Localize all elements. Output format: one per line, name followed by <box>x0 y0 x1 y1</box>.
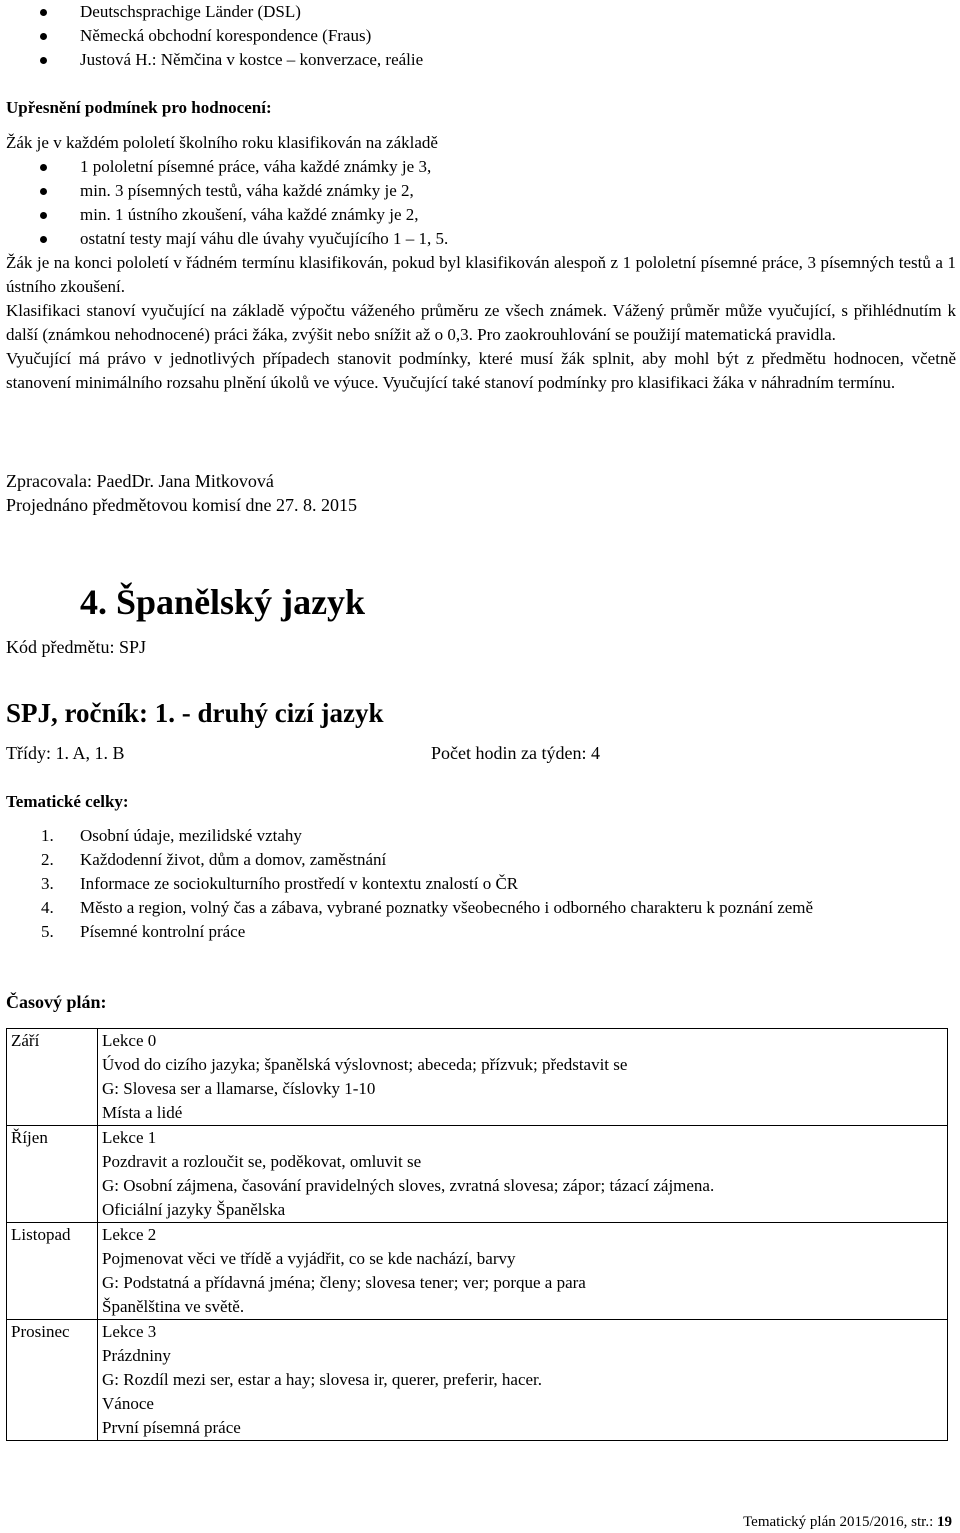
plan-line: Lekce 1 <box>102 1128 157 1147</box>
table-row <box>7 1320 948 1441</box>
table-row <box>7 1223 948 1320</box>
topic-item <box>6 872 956 896</box>
approved-date: Projednáno předmětovou komisí dne 27. 8. 2015 <box>6 495 357 515</box>
reference-list <box>6 0 956 72</box>
topic-text: Každodenní život, dům a domov, zaměstnání <box>80 850 387 869</box>
topic-text: Písemné kontrolní práce <box>80 922 246 941</box>
list-item-text: min. 3 písemných testů, váha každé známky je 2, <box>80 181 414 200</box>
table-row <box>7 1126 948 1223</box>
list-item-text: Deutschsprachige Länder (DSL) <box>80 2 301 21</box>
page-number: 19 <box>937 1514 952 1530</box>
plan-line: Pozdravit a rozloučit se, poděkovat, omluvit se <box>102 1152 422 1171</box>
criteria-intro: Žák je v každém pololetí školního roku klasifikován na základě <box>6 133 438 152</box>
topic-number: 2. <box>41 850 54 869</box>
plan-line: Lekce 3 <box>102 1322 157 1341</box>
plan-line: Španělština ve světě. <box>102 1297 245 1316</box>
topic-text: Osobní údaje, mezilidské vztahy <box>80 826 302 845</box>
month-cell: Říjen <box>7 1126 98 1223</box>
content-cell <box>98 1320 948 1441</box>
plan-line: Prázdniny <box>102 1346 171 1365</box>
criteria-item <box>6 227 956 251</box>
month-cell: Prosinec <box>7 1320 98 1441</box>
meta-block <box>6 469 956 517</box>
reference-item <box>6 48 956 72</box>
topic-number: 3. <box>41 874 54 893</box>
month-cell: Září <box>7 1029 98 1126</box>
criteria-body <box>6 131 956 395</box>
plan-line: Úvod do cizího jazyka; španělská výslovnost; abeceda; přízvuk; představit se <box>102 1055 628 1074</box>
topic-text: Informace ze sociokulturního prostředí v kontextu znalostí o ČR <box>80 874 519 893</box>
reference-item <box>6 0 956 24</box>
bullet-icon <box>40 33 47 40</box>
plan-line: Lekce 2 <box>102 1225 157 1244</box>
topics-heading: Tematické celky: <box>6 792 129 811</box>
bullet-icon <box>40 57 47 64</box>
classes-row <box>6 741 956 765</box>
criteria-item <box>6 155 956 179</box>
criteria-paragraph-1: Žák je na konci pololetí v řádném termínu klasifikován, pokud byl klasifikován alespoň z 1 pololetní písemné práce, 3 písemných testů a 1 ústního zkoušení. <box>6 253 956 296</box>
topic-number: 5. <box>41 922 54 941</box>
list-item-text: Německá obchodní korespondence (Fraus) <box>80 26 372 45</box>
criteria-item <box>6 203 956 227</box>
reference-item <box>6 24 956 48</box>
time-plan-table <box>6 1028 948 1441</box>
subject-code: Kód předmětu: SPJ <box>6 637 147 657</box>
criteria-section <box>6 96 956 120</box>
prepared-by: Zpracovala: PaedDr. Jana Mitkovová <box>6 471 274 491</box>
table-row <box>7 1029 948 1126</box>
content-cell <box>98 1126 948 1223</box>
bullet-icon <box>40 188 47 195</box>
plan-line: Lekce 0 <box>102 1031 157 1050</box>
criteria-paragraph-2: Klasifikaci stanoví vyučující na základě výpočtu váženého průměru ze všech známek. Vážený průměr může vyučující, s přihlédnutím k další (známkou nehodnocené) práci žáka, zvýšit nebo snížit až o 0,3. Pro zaokrouhlování se použijí matematická pravidla. <box>6 301 956 344</box>
plan-line: První písemná práce <box>102 1418 241 1437</box>
criteria-paragraph-3: Vyučující má právo v jednotlivých případech stanovit podmínky, které musí žák splnit, aby mohl být z předmětu hodnocen, včetně stanovení minimálního rozsahu plnění úkolů ve výuce. Vyučující také stanoví podmínky pro klasifikaci žáka v náhradním termínu. <box>6 349 956 392</box>
list-item-text: ostatní testy mají váhu dle úvahy vyučujícího 1 – 1, 5. <box>80 229 449 248</box>
plan-line: G: Slovesa ser a llamarse, číslovky 1-10 <box>102 1079 376 1098</box>
content-cell <box>98 1029 948 1126</box>
section-subtitle: SPJ, ročník: 1. - druhý cizí jazyk <box>6 698 384 728</box>
plan-line: Oficiální jazyky Španělska <box>102 1200 286 1219</box>
topics-section <box>6 824 956 944</box>
topic-text: Město a region, volný čas a zábava, vybrané poznatky všeobecného i odborného charakteru k poznání země <box>80 898 814 917</box>
classes: Třídy: 1. A, 1. B <box>6 743 125 763</box>
topic-number: 4. <box>41 898 54 917</box>
topic-item <box>6 920 956 944</box>
topic-item <box>6 848 956 872</box>
time-plan-table-wrap <box>6 1028 956 1441</box>
list-item-text: 1 pololetní písemné práce, váha každé známky je 3, <box>80 157 432 176</box>
criteria-heading: Upřesnění podmínek pro hodnocení: <box>6 98 272 117</box>
plan-heading: Časový plán: <box>6 992 107 1012</box>
list-item-text: Justová H.: Němčina v kostce – konverzace, reálie <box>80 50 424 69</box>
bullet-icon <box>40 9 47 16</box>
plan-line: Vánoce <box>102 1394 154 1413</box>
plan-line: G: Rozdíl mezi ser, estar a hay; slovesa ir, querer, preferir, hacer. <box>102 1370 543 1389</box>
list-item-text: min. 1 ústního zkoušení, váha každé známky je 2, <box>80 205 419 224</box>
criteria-item <box>6 179 956 203</box>
plan-line: G: Podstatná a přídavná jména; členy; slovesa tener; ver; porque a para <box>102 1273 586 1292</box>
section-title: 4. Španělský jazyk <box>80 582 366 622</box>
bullet-icon <box>40 236 47 243</box>
bullet-icon <box>40 212 47 219</box>
topic-item <box>6 896 956 920</box>
bullet-icon <box>40 164 47 171</box>
content-cell <box>98 1223 948 1320</box>
month-cell: Listopad <box>7 1223 98 1320</box>
plan-line: G: Osobní zájmena, časování pravidelných sloves, zvratná slovesa; zápor; tázací zájmena. <box>102 1176 715 1195</box>
plan-line: Pojmenovat věci ve třídě a vyjádřit, co se kde nachází, barvy <box>102 1249 516 1268</box>
topic-number: 1. <box>41 826 54 845</box>
plan-line: Místa a lidé <box>102 1103 183 1122</box>
footer-text: Tematický plán 2015/2016, str.: <box>743 1514 934 1530</box>
hours-per-week: Počet hodin za týden: 4 <box>431 743 600 763</box>
topic-item <box>6 824 956 848</box>
page-footer <box>743 1513 952 1531</box>
